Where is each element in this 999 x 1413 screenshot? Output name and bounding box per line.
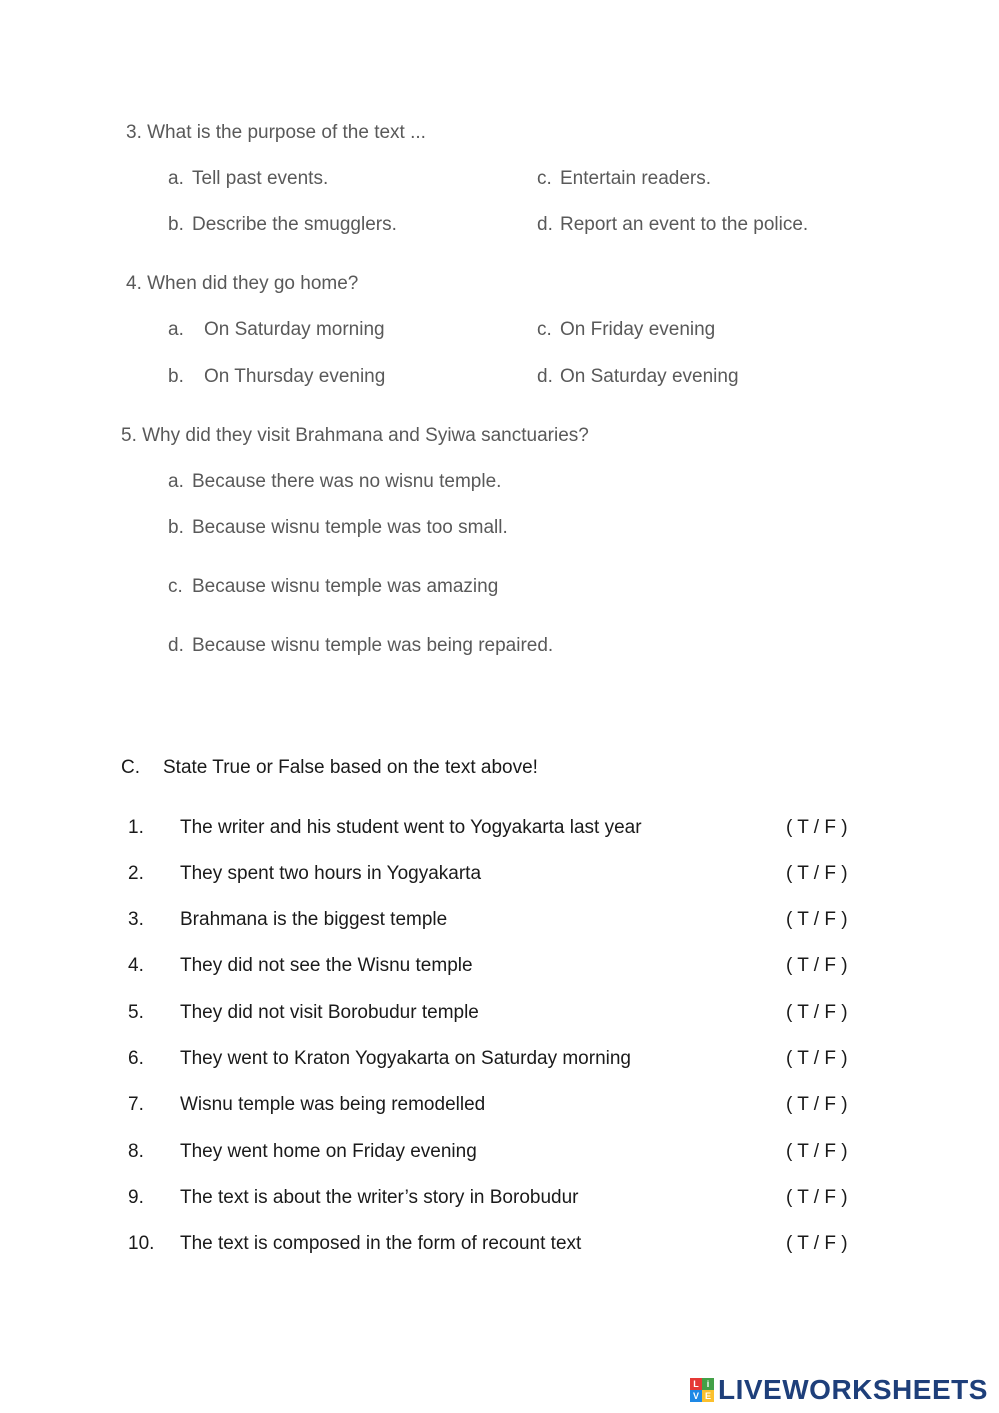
- q4-option-c-letter: c.: [537, 319, 552, 340]
- tf-row: [0, 1141, 999, 1165]
- tf-row: [0, 817, 999, 841]
- tf-row: [0, 863, 999, 887]
- tf-answer-choice[interactable]: ( T / F ): [786, 955, 848, 976]
- tf-answer-choice[interactable]: ( T / F ): [786, 863, 848, 884]
- tf-row-number: 9.: [128, 1187, 144, 1208]
- tf-answer-choice[interactable]: ( T / F ): [786, 1094, 848, 1115]
- tf-row-statement: The writer and his student went to Yogyakarta last year: [180, 817, 642, 838]
- question-4: 4. When did they go home?: [126, 273, 359, 294]
- question-3: 3. What is the purpose of the text ...: [126, 122, 426, 143]
- q5-option-b[interactable]: Because wisnu temple was too small.: [192, 517, 508, 538]
- q3-option-a[interactable]: Tell past events.: [192, 168, 329, 189]
- tf-row-number: 5.: [128, 1002, 144, 1023]
- q5-option-c-letter: c.: [168, 576, 183, 597]
- tf-row-statement: They went home on Friday evening: [180, 1141, 477, 1162]
- tf-row-statement: They spent two hours in Yogyakarta: [180, 863, 482, 884]
- tf-row-statement: Wisnu temple was being remodelled: [180, 1094, 486, 1115]
- q4-option-a-letter: a.: [168, 319, 184, 340]
- q4-option-d[interactable]: On Saturday evening: [560, 366, 739, 387]
- tf-answer-choice[interactable]: ( T / F ): [786, 1187, 848, 1208]
- q5-option-d[interactable]: Because wisnu temple was being repaired.: [192, 635, 554, 656]
- liveworksheets-logo: [690, 1374, 988, 1406]
- q4-option-b-letter: b.: [168, 366, 184, 387]
- q3-option-c[interactable]: Entertain readers.: [560, 168, 712, 189]
- q3-option-b[interactable]: Describe the smugglers.: [192, 214, 397, 235]
- tf-row-statement: The text is composed in the form of recount text: [180, 1233, 582, 1254]
- tf-row-number: 4.: [128, 955, 144, 976]
- q4-option-c[interactable]: On Friday evening: [560, 319, 716, 340]
- tf-row: [0, 1094, 999, 1118]
- q5-option-a[interactable]: Because there was no wisnu temple.: [192, 471, 502, 492]
- tf-row-statement: They went to Kraton Yogyakarta on Saturday morning: [180, 1048, 631, 1069]
- tf-answer-choice[interactable]: ( T / F ): [786, 909, 848, 930]
- q3-option-b-letter: b.: [168, 214, 184, 235]
- tf-row: [0, 909, 999, 933]
- q4-option-a[interactable]: On Saturday morning: [204, 319, 385, 340]
- tf-answer-choice[interactable]: ( T / F ): [786, 1233, 848, 1254]
- question-5: 5. Why did they visit Brahmana and Syiwa sanctuaries?: [121, 425, 589, 446]
- section-c-letter: C.: [121, 757, 140, 778]
- q4-option-b[interactable]: On Thursday evening: [204, 366, 386, 387]
- tf-answer-choice[interactable]: ( T / F ): [786, 1141, 848, 1162]
- tf-row-statement: They did not visit Borobudur temple: [180, 1002, 479, 1023]
- tf-answer-choice[interactable]: ( T / F ): [786, 1048, 848, 1069]
- q3-option-c-letter: c.: [537, 168, 552, 189]
- tf-row: [0, 1187, 999, 1211]
- tf-row-number: 7.: [128, 1094, 144, 1115]
- tf-row-number: 3.: [128, 909, 144, 930]
- q5-option-a-letter: a.: [168, 471, 184, 492]
- tf-row-number: 10.: [128, 1233, 155, 1254]
- tf-row-statement: The text is about the writer’s story in Borobudur: [180, 1187, 579, 1208]
- q5-option-b-letter: b.: [168, 517, 184, 538]
- tf-row-number: 1.: [128, 817, 144, 838]
- q5-option-d-letter: d.: [168, 635, 184, 656]
- q5-option-c[interactable]: Because wisnu temple was amazing: [192, 576, 499, 597]
- section-c-instruction: State True or False based on the text above!: [163, 757, 538, 778]
- tf-row-statement: They did not see the Wisnu temple: [180, 955, 473, 976]
- tf-answer-choice[interactable]: ( T / F ): [786, 1002, 848, 1023]
- tf-row: [0, 1233, 999, 1257]
- q3-option-a-letter: a.: [168, 168, 184, 189]
- tf-row-statement: Brahmana is the biggest temple: [180, 909, 448, 930]
- q4-option-d-letter: d.: [537, 366, 553, 387]
- liveworksheets-logo-icon: L i V E: [690, 1378, 714, 1402]
- tf-answer-choice[interactable]: ( T / F ): [786, 817, 848, 838]
- tf-row: [0, 1002, 999, 1026]
- tf-row-number: 8.: [128, 1141, 144, 1162]
- tf-row-number: 6.: [128, 1048, 144, 1069]
- tf-row: [0, 1048, 999, 1072]
- tf-row: [0, 955, 999, 979]
- q3-option-d-letter: d.: [537, 214, 553, 235]
- logo-text: LIVEWORKSHEETS: [718, 1374, 988, 1405]
- q3-option-d[interactable]: Report an event to the police.: [560, 214, 809, 235]
- tf-row-number: 2.: [128, 863, 144, 884]
